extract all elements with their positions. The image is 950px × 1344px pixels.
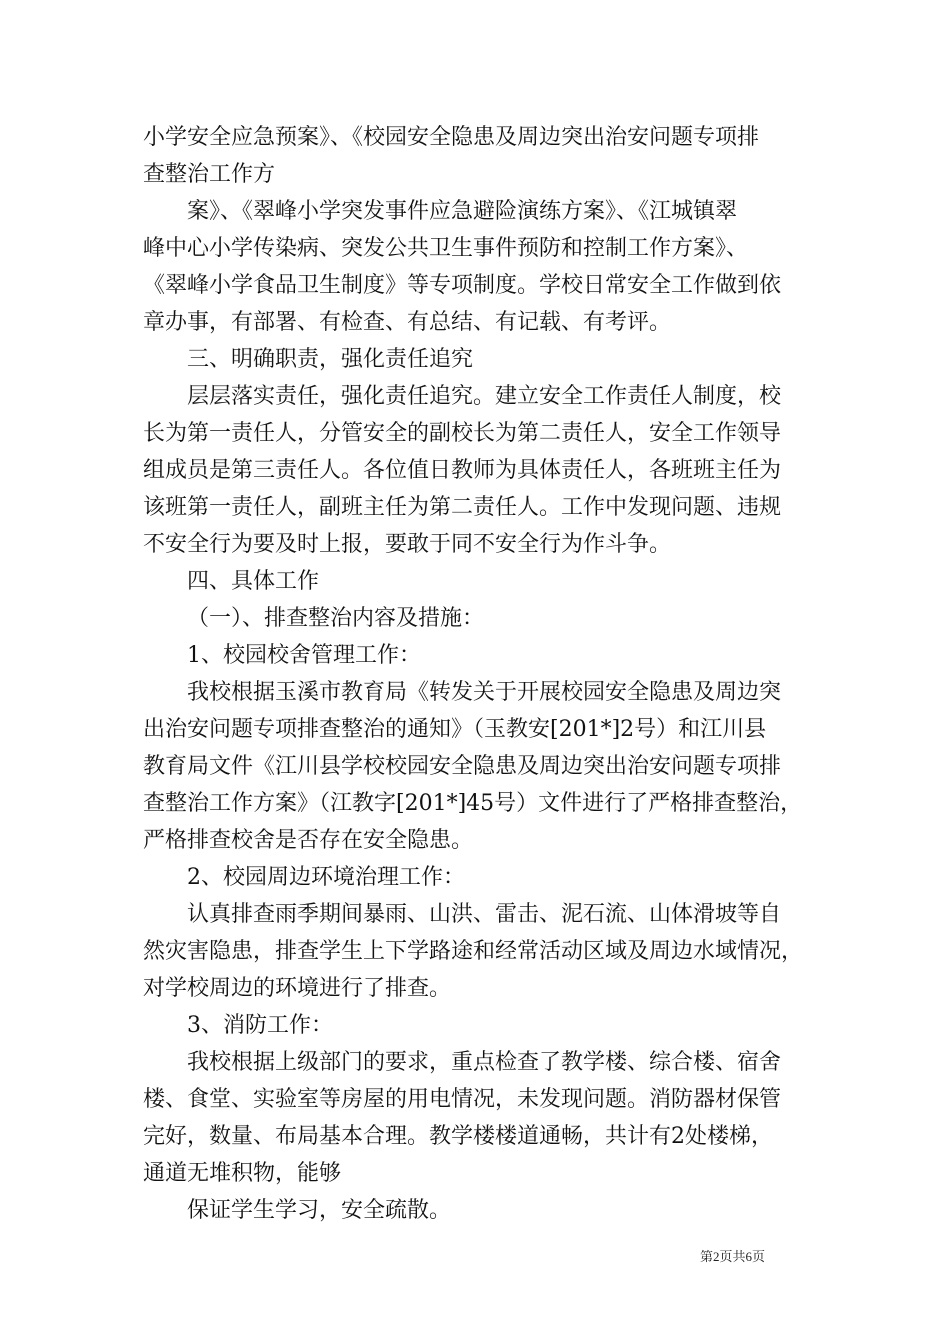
text-line: 然灾害隐患，排查学生上下学路途和经常活动区域及周边水域情况， [143, 939, 804, 964]
text-line: 查整治工作方案》（江教字[201*]45号）文件进行了严格排查整治， [143, 791, 803, 816]
text-line: 不安全行为要及时上报，要敢于同不安全行为作斗争。 [143, 532, 672, 557]
text-line: 小学安全应急预案》、《校园安全隐患及周边突出治安问题专项排 [143, 125, 760, 150]
text-line: 保证学生学习，安全疏散。 [187, 1198, 452, 1223]
text-line: 我校根据上级部门的要求，重点检查了教学楼、综合楼、宿舍 [187, 1050, 782, 1075]
section-heading: 三、明确职责，强化责任追究 [187, 347, 474, 372]
text-line: 楼、食堂、实验室等房屋的用电情况，未发现问题。消防器材保管 [143, 1087, 782, 1112]
section-heading: 四、具体工作 [187, 569, 320, 594]
text-line: 通道无堆积物，能够 [143, 1161, 342, 1186]
text-line: 峰中心小学传染病、突发公共卫生事件预防和控制工作方案》、 [143, 236, 749, 261]
text-line: 对学校周边的环境进行了排查。 [143, 976, 452, 1001]
text-line: 组成员是第三责任人。各位值日教师为具体责任人，各班班主任为 [143, 458, 782, 483]
text-line: 《翠峰小学食品卫生制度》等专项制度。学校日常安全工作做到依 [143, 273, 782, 298]
text-line: 案》、《翠峰小学突发事件应急避险演练方案》、《江城镇翠 [187, 199, 738, 224]
text-line: 层层落实责任，强化责任追究。建立安全工作责任人制度，校 [187, 384, 782, 409]
text-line: 教育局文件《江川县学校校园安全隐患及周边突出治安问题专项排 [143, 754, 782, 779]
text-line: 长为第一责任人，分管安全的副校长为第二责任人，安全工作领导 [143, 421, 782, 446]
page-number: 第2页共6页 [700, 1249, 766, 1264]
text-line: 查整治工作方 [143, 162, 276, 187]
text-line: 我校根据玉溪市教育局《转发关于开展校园安全隐患及周边突 [187, 680, 782, 705]
text-line: 严格排查校舍是否存在安全隐患。 [143, 828, 474, 853]
text-line: 完好，数量、布局基本合理。教学楼楼道通畅，共计有2处楼梯， [143, 1124, 773, 1149]
item-heading: 3、消防工作： [187, 1013, 333, 1038]
item-heading: 1、校园校舍管理工作： [187, 643, 421, 668]
subsection-heading: （一）、排查整治内容及措施： [187, 606, 485, 631]
text-line: 出治安问题专项排查整治的通知》（玉教安[201*]2号）和江川县 [143, 717, 767, 742]
text-line: 认真排查雨季期间暴雨、山洪、雷击、泥石流、山体滑坡等自 [187, 902, 782, 927]
text-line: 该班第一责任人，副班主任为第二责任人。工作中发现问题、违规 [143, 495, 782, 520]
body-text [143, 119, 818, 1229]
item-heading: 2、校园周边环境治理工作： [187, 865, 465, 890]
text-line: 章办事，有部署、有检查、有总结、有记载、有考评。 [143, 310, 672, 335]
